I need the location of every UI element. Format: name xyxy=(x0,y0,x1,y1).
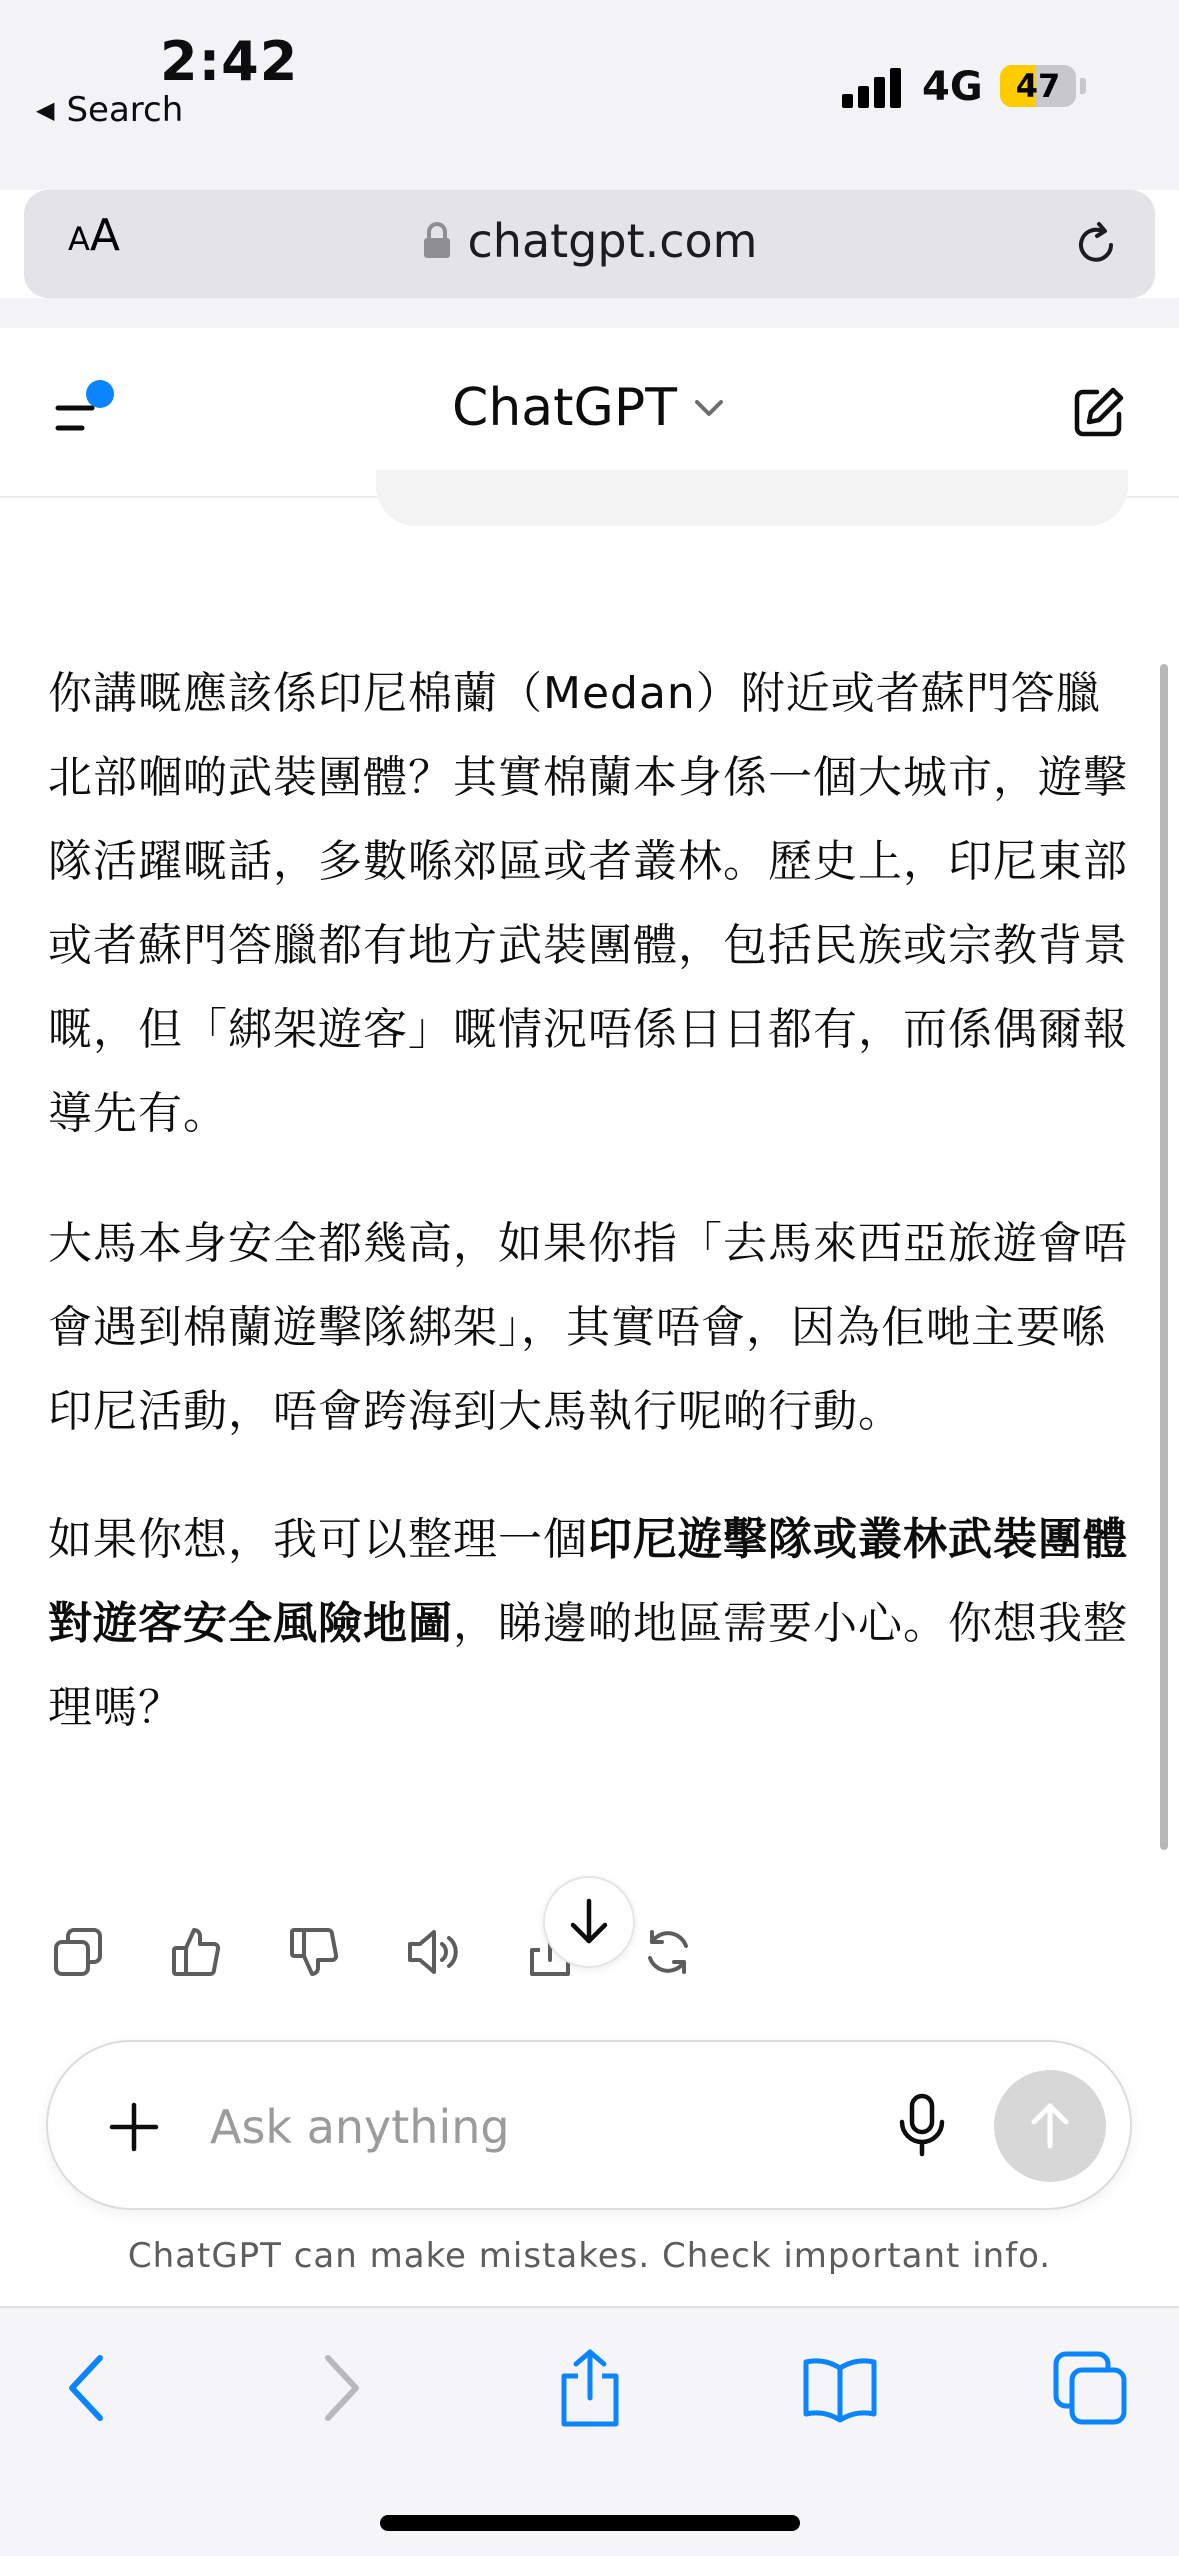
share-sheet-icon[interactable] xyxy=(550,2348,630,2428)
page-title: ChatGPT xyxy=(452,378,677,438)
back-icon[interactable] xyxy=(48,2348,128,2428)
address-bar[interactable] xyxy=(24,190,1155,298)
back-to-search-link[interactable] xyxy=(36,90,183,130)
scroll-to-bottom-button[interactable] xyxy=(543,1876,635,1968)
battery-level: 47 xyxy=(1015,67,1061,105)
disclaimer: ChatGPT can make mistakes. Check important info. xyxy=(127,2236,1052,2276)
reload-icon[interactable] xyxy=(1071,220,1121,270)
copy-icon[interactable] xyxy=(50,1924,106,1980)
plus-icon[interactable] xyxy=(104,2097,164,2157)
browser-band xyxy=(0,298,1179,328)
message-paragraph: 大馬本身安全都幾高，如果你指「去馬來西亞旅遊會唔會遇到棉蘭遊擊隊綁架」，其實唔會，因為佢哋主要喺印尼活動，唔會跨海到大馬執行呢啲行動。 xyxy=(48,1218,1128,1437)
read-aloud-icon[interactable] xyxy=(404,1924,460,1980)
text-size-button[interactable]: AA xyxy=(68,210,120,261)
model-selector[interactable] xyxy=(0,378,1179,438)
message-paragraph: 如果你想，我可以整理一個印尼遊擊隊或叢林武裝團體對遊客安全風險地圖，睇邊啲地區需要小心。你想我整理嗎？ xyxy=(48,1514,1128,1733)
lock-icon xyxy=(422,222,452,260)
back-triangle-icon: ◀ xyxy=(36,96,55,124)
url-text[interactable]: chatgpt.com xyxy=(467,214,758,268)
previous-user-bubble xyxy=(376,470,1128,526)
battery-icon xyxy=(1000,65,1076,107)
arrow-down-icon xyxy=(567,1897,611,1947)
network-type: 4G xyxy=(922,64,983,110)
new-chat-icon[interactable] xyxy=(1071,384,1127,440)
bookmarks-icon[interactable] xyxy=(800,2348,880,2428)
regenerate-icon[interactable] xyxy=(640,1924,696,1980)
microphone-icon[interactable] xyxy=(894,2092,950,2160)
status-bar xyxy=(0,0,1179,268)
ask-input[interactable] xyxy=(208,2082,908,2172)
composer xyxy=(46,2040,1132,2210)
scrollbar[interactable] xyxy=(1160,664,1168,1850)
thumbs-down-icon[interactable] xyxy=(286,1924,342,1980)
tabs-icon[interactable] xyxy=(1050,2348,1130,2428)
status-time: 2:42 xyxy=(160,30,299,93)
chevron-down-icon xyxy=(691,390,727,426)
message-paragraph: 你講嘅應該係印尼棉蘭（Medan）附近或者蘇門答臘北部嗰啲武裝團體？其實棉蘭本身係一個大城市，遊擊隊活躍嘅話，多數喺郊區或者叢林。歷史上，印尼東部或者蘇門答臘都有地方武裝團體，包括民族或宗教背景嘅，但「綁架遊客」嘅情況唔係日日都有，而係偶爾報導先有。 xyxy=(48,668,1128,1139)
cellular-signal-icon xyxy=(842,68,904,108)
bold-phrase: 印尼遊擊隊或叢林武裝團體對遊客安全風險地圖 xyxy=(48,1514,1128,1649)
battery-tip xyxy=(1080,78,1086,94)
back-app-label: Search xyxy=(66,90,184,130)
forward-icon[interactable] xyxy=(300,2348,380,2428)
thumbs-up-icon[interactable] xyxy=(168,1924,224,1980)
home-indicator xyxy=(380,2515,800,2531)
assistant-message xyxy=(48,652,1133,1796)
arrow-up-icon xyxy=(1026,2100,1074,2152)
send-button[interactable] xyxy=(994,2070,1106,2182)
